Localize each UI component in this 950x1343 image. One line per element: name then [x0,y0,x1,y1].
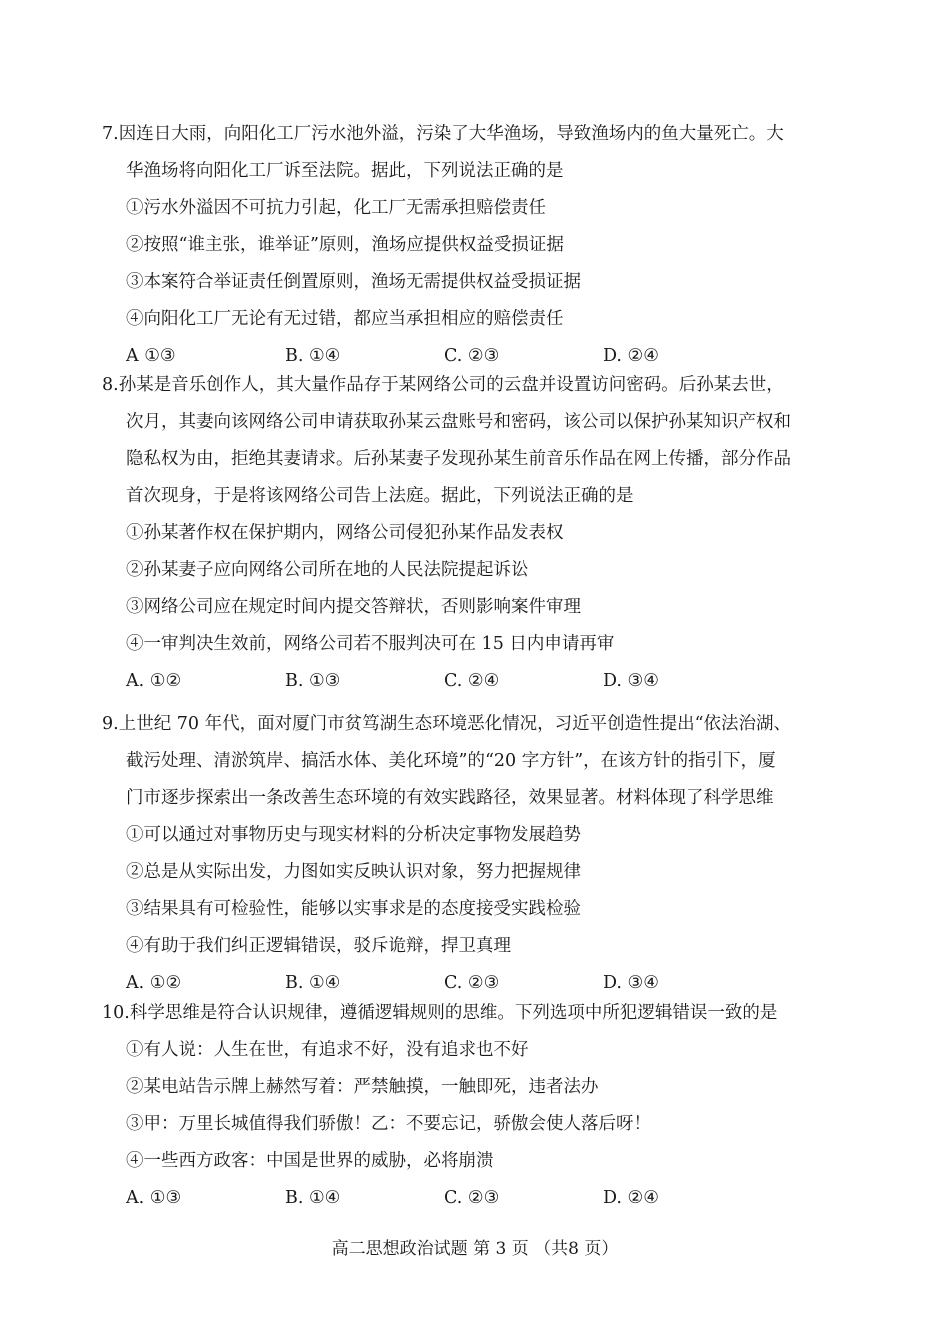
statement-option: ①孙某著作权在保护期内，网络公司侵犯孙某作品发表权 [126,523,564,543]
statement-option: ②按照“谁主张，谁举证”原则，渔场应提供权益受损证据 [126,235,564,255]
choice-a[interactable]: A ①③ [126,346,176,366]
statement-option: ④向阳化工厂无论有无过错，都应当承担相应的赔偿责任 [126,309,564,329]
question-stem-line: 8.孙某是音乐创作人，其大量作品存于某网络公司的云盘并设置访问密码。后孙某去世， [102,375,784,395]
question-stem-line: 次月，其妻向该网络公司申请获取孙某云盘账号和密码，该公司以保护孙某知识产权和 [126,412,791,432]
choice-b[interactable]: B. ①④ [285,1188,341,1208]
statement-option: ②某电站告示牌上赫然写着：严禁触摸，一触即死，违者法办 [126,1077,599,1097]
answer-choices [102,1180,762,1217]
page-footer: 高二思想政治试题 第 3 页 （共8 页） [331,1239,619,1259]
choice-c[interactable]: C. ②④ [444,671,500,691]
choice-d[interactable]: D. ②④ [603,346,659,366]
statement-option: ①污水外溢因不可抗力引起，化工厂无需承担赔偿责任 [126,198,546,218]
statement-option: ③网络公司应在规定时间内提交答辩状，否则影响案件审理 [126,597,581,617]
statement-option: ①有人说：人生在世，有追求不好，没有追求也不好 [126,1040,529,1060]
choice-b[interactable]: B. ①④ [285,973,341,993]
choice-a[interactable]: A. ①② [126,973,182,993]
choice-d[interactable]: D. ②④ [603,1188,659,1208]
question-9 [102,706,792,1002]
statement-option: ④一些西方政客：中国是世界的威胁，必将崩溃 [126,1151,494,1171]
choice-a[interactable]: A. ①③ [126,1188,182,1208]
choice-a[interactable]: A. ①② [126,671,182,691]
choice-b[interactable]: B. ①④ [285,346,341,366]
question-stem-line: 门市逐步探索出一条改善生态环境的有效实践路径，效果显著。材料体现了科学思维 [126,788,774,808]
question-stem-line: 7.因连日大雨，向阳化工厂污水池外溢，污染了大华渔场，导致渔场内的鱼大量死亡。大 [102,124,784,144]
question-stem-line: 首次现身，于是将该网络公司告上法庭。据此，下列说法正确的是 [126,486,634,506]
choice-c[interactable]: C. ②③ [444,346,500,366]
statement-option: ③结果具有可检验性，能够以实事求是的态度接受实践检验 [126,899,581,919]
choice-c[interactable]: C. ②③ [444,1188,500,1208]
question-stem-line: 9.上世纪 70 年代，面对厦门市贫笃湖生态环境恶化情况，习近平创造性提出“依法治湖、 [102,714,792,734]
statement-option: ④一审判决生效前，网络公司若不服判决可在 15 日内申请再审 [126,634,615,654]
statement-option: ③本案符合举证责任倒置原则，渔场无需提供权益受损证据 [126,272,581,292]
question-10 [102,995,778,1217]
question-stem-line: 隐私权为由，拒绝其妻请求。后孙某妻子发现孙某生前音乐作品在网上传播，部分作品 [126,449,791,469]
statement-option: ④有助于我们纠正逻辑错误，驳斥诡辩，捍卫真理 [126,936,511,956]
question-7 [102,116,784,375]
question-stem-line: 截污处理、清淤筑岸、搞活水体、美化环境”的“20 字方针”，在该方针的指引下，厦 [126,751,776,771]
answer-choices [102,663,762,700]
statement-option: ③甲：万里长城值得我们骄傲！乙：不要忘记，骄傲会使人落后呀！ [126,1114,651,1134]
question-stem-line: 华渔场将向阳化工厂诉至法院。据此，下列说法正确的是 [126,161,564,181]
choice-b[interactable]: B. ①③ [285,671,341,691]
statement-option: ②孙某妻子应向网络公司所在地的人民法院提起诉讼 [126,560,529,580]
question-stem-line: 10.科学思维是符合认识规律，遵循逻辑规则的思维。下列选项中所犯逻辑错误一致的是 [102,1003,778,1023]
statement-option: ②总是从实际出发，力图如实反映认识对象，努力把握规律 [126,862,581,882]
statement-option: ①可以通过对事物历史与现实材料的分析决定事物发展趋势 [126,825,581,845]
question-8 [102,367,791,700]
choice-d[interactable]: D. ③④ [603,671,659,691]
choice-c[interactable]: C. ②③ [444,973,500,993]
choice-d[interactable]: D. ③④ [603,973,659,993]
